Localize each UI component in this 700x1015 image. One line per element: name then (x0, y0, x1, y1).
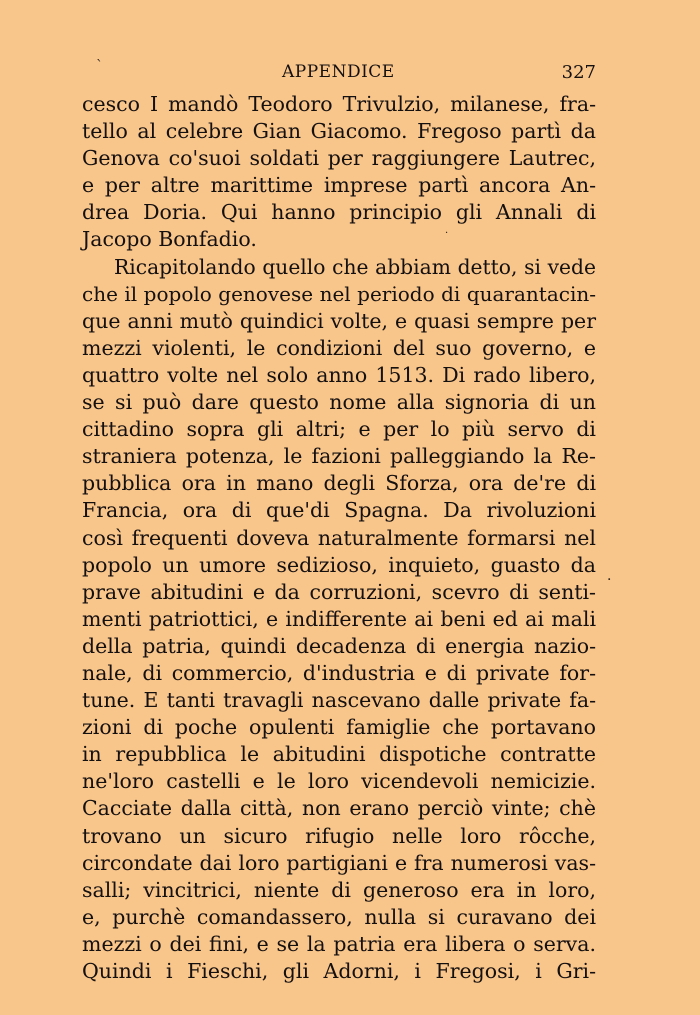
text-line: così frequenti doveva naturalmente formarsi nel (82, 525, 596, 550)
running-head: APPENDICE (282, 62, 395, 82)
text-line: pubblica ora in mano degli Sforza, ora de're di (82, 471, 596, 496)
text-line: in repubblica le abitudini dispotiche contratte (82, 742, 596, 767)
text-line: trovano un sicuro rifugio nelle loro rôcche, (82, 823, 596, 848)
page-header (82, 62, 596, 88)
text-line: mezzi o dei fini, e se la patria era libera o serva. (82, 931, 596, 956)
stray-mark: ` (96, 58, 103, 74)
text-line: quattro volte nel solo anno 1513. Di rado libero, (82, 362, 596, 387)
text-line: salli; vincitrici, niente di generoso era in loro, (82, 877, 596, 902)
text-line: mezzi violenti, le condizioni del suo governo, e (82, 335, 596, 360)
text-line: Francia, ora di que'di Spagna. Da rivoluzioni (82, 498, 596, 523)
text-line: e, purchè comandassero, nulla si curavano dei (82, 904, 596, 929)
text-line: popolo un umore sedizioso, inquieto, guasto da (82, 552, 596, 577)
body-text (82, 91, 596, 985)
text-line: tello al celebre Gian Giacomo. Fregoso partì da (82, 119, 596, 144)
page-number: 327 (561, 62, 596, 83)
text-line: Genova co'suoi soldati per raggiungere Lautrec, (82, 146, 596, 171)
paragraph-first-line: Ricapitolando quello che abbiam detto, si vede (114, 254, 596, 279)
text-line: drea Doria. Qui hanno principio gli Annali di (82, 200, 596, 225)
text-line: prave abitudini e da corruzioni, scevro di senti- (82, 579, 596, 604)
stray-mark: · (607, 572, 612, 588)
text-line: cesco I mandò Teodoro Trivulzio, milanese, fra- (82, 92, 596, 116)
text-line: que anni mutò quindici volte, e quasi sempre per (82, 308, 596, 333)
text-line: cittadino sopra gli altri; e per lo più servo di (82, 417, 596, 442)
text-line: che il popolo genovese nel periodo di quarantacin- (82, 281, 596, 306)
text-line: tune. E tanti travagli nascevano dalle private fa- (82, 688, 596, 713)
text-line: Quindi i Fieschi, gli Adorni, i Fregosi, i Gri- (82, 959, 596, 983)
text-line: zioni di poche opulenti famiglie che portavano (82, 715, 596, 740)
text-line: menti patriottici, e indifferente ai beni ed ai mali (82, 606, 596, 631)
text-line: Cacciate dalla città, non erano perciò vinte; chè (82, 796, 596, 821)
stray-mark: · (445, 228, 449, 239)
text-line: ne'loro castelli e le loro vicendevoli nemicizie. (82, 769, 596, 794)
text-line: della patria, quindi decadenza di energia nazio- (82, 633, 596, 658)
text-line: Jacopo Bonfadio. (82, 227, 257, 252)
text-line: nale, di commercio, d'industria e di private for- (82, 660, 596, 685)
text-line: se si può dare questo nome alla signoria di un (82, 390, 596, 415)
text-line: straniera potenza, le fazioni palleggiando la Re- (82, 444, 596, 469)
text-line: circondate dai loro partigiani e fra numerosi vas- (82, 850, 596, 875)
text-line: e per altre marittime imprese partì ancora An- (82, 173, 596, 198)
